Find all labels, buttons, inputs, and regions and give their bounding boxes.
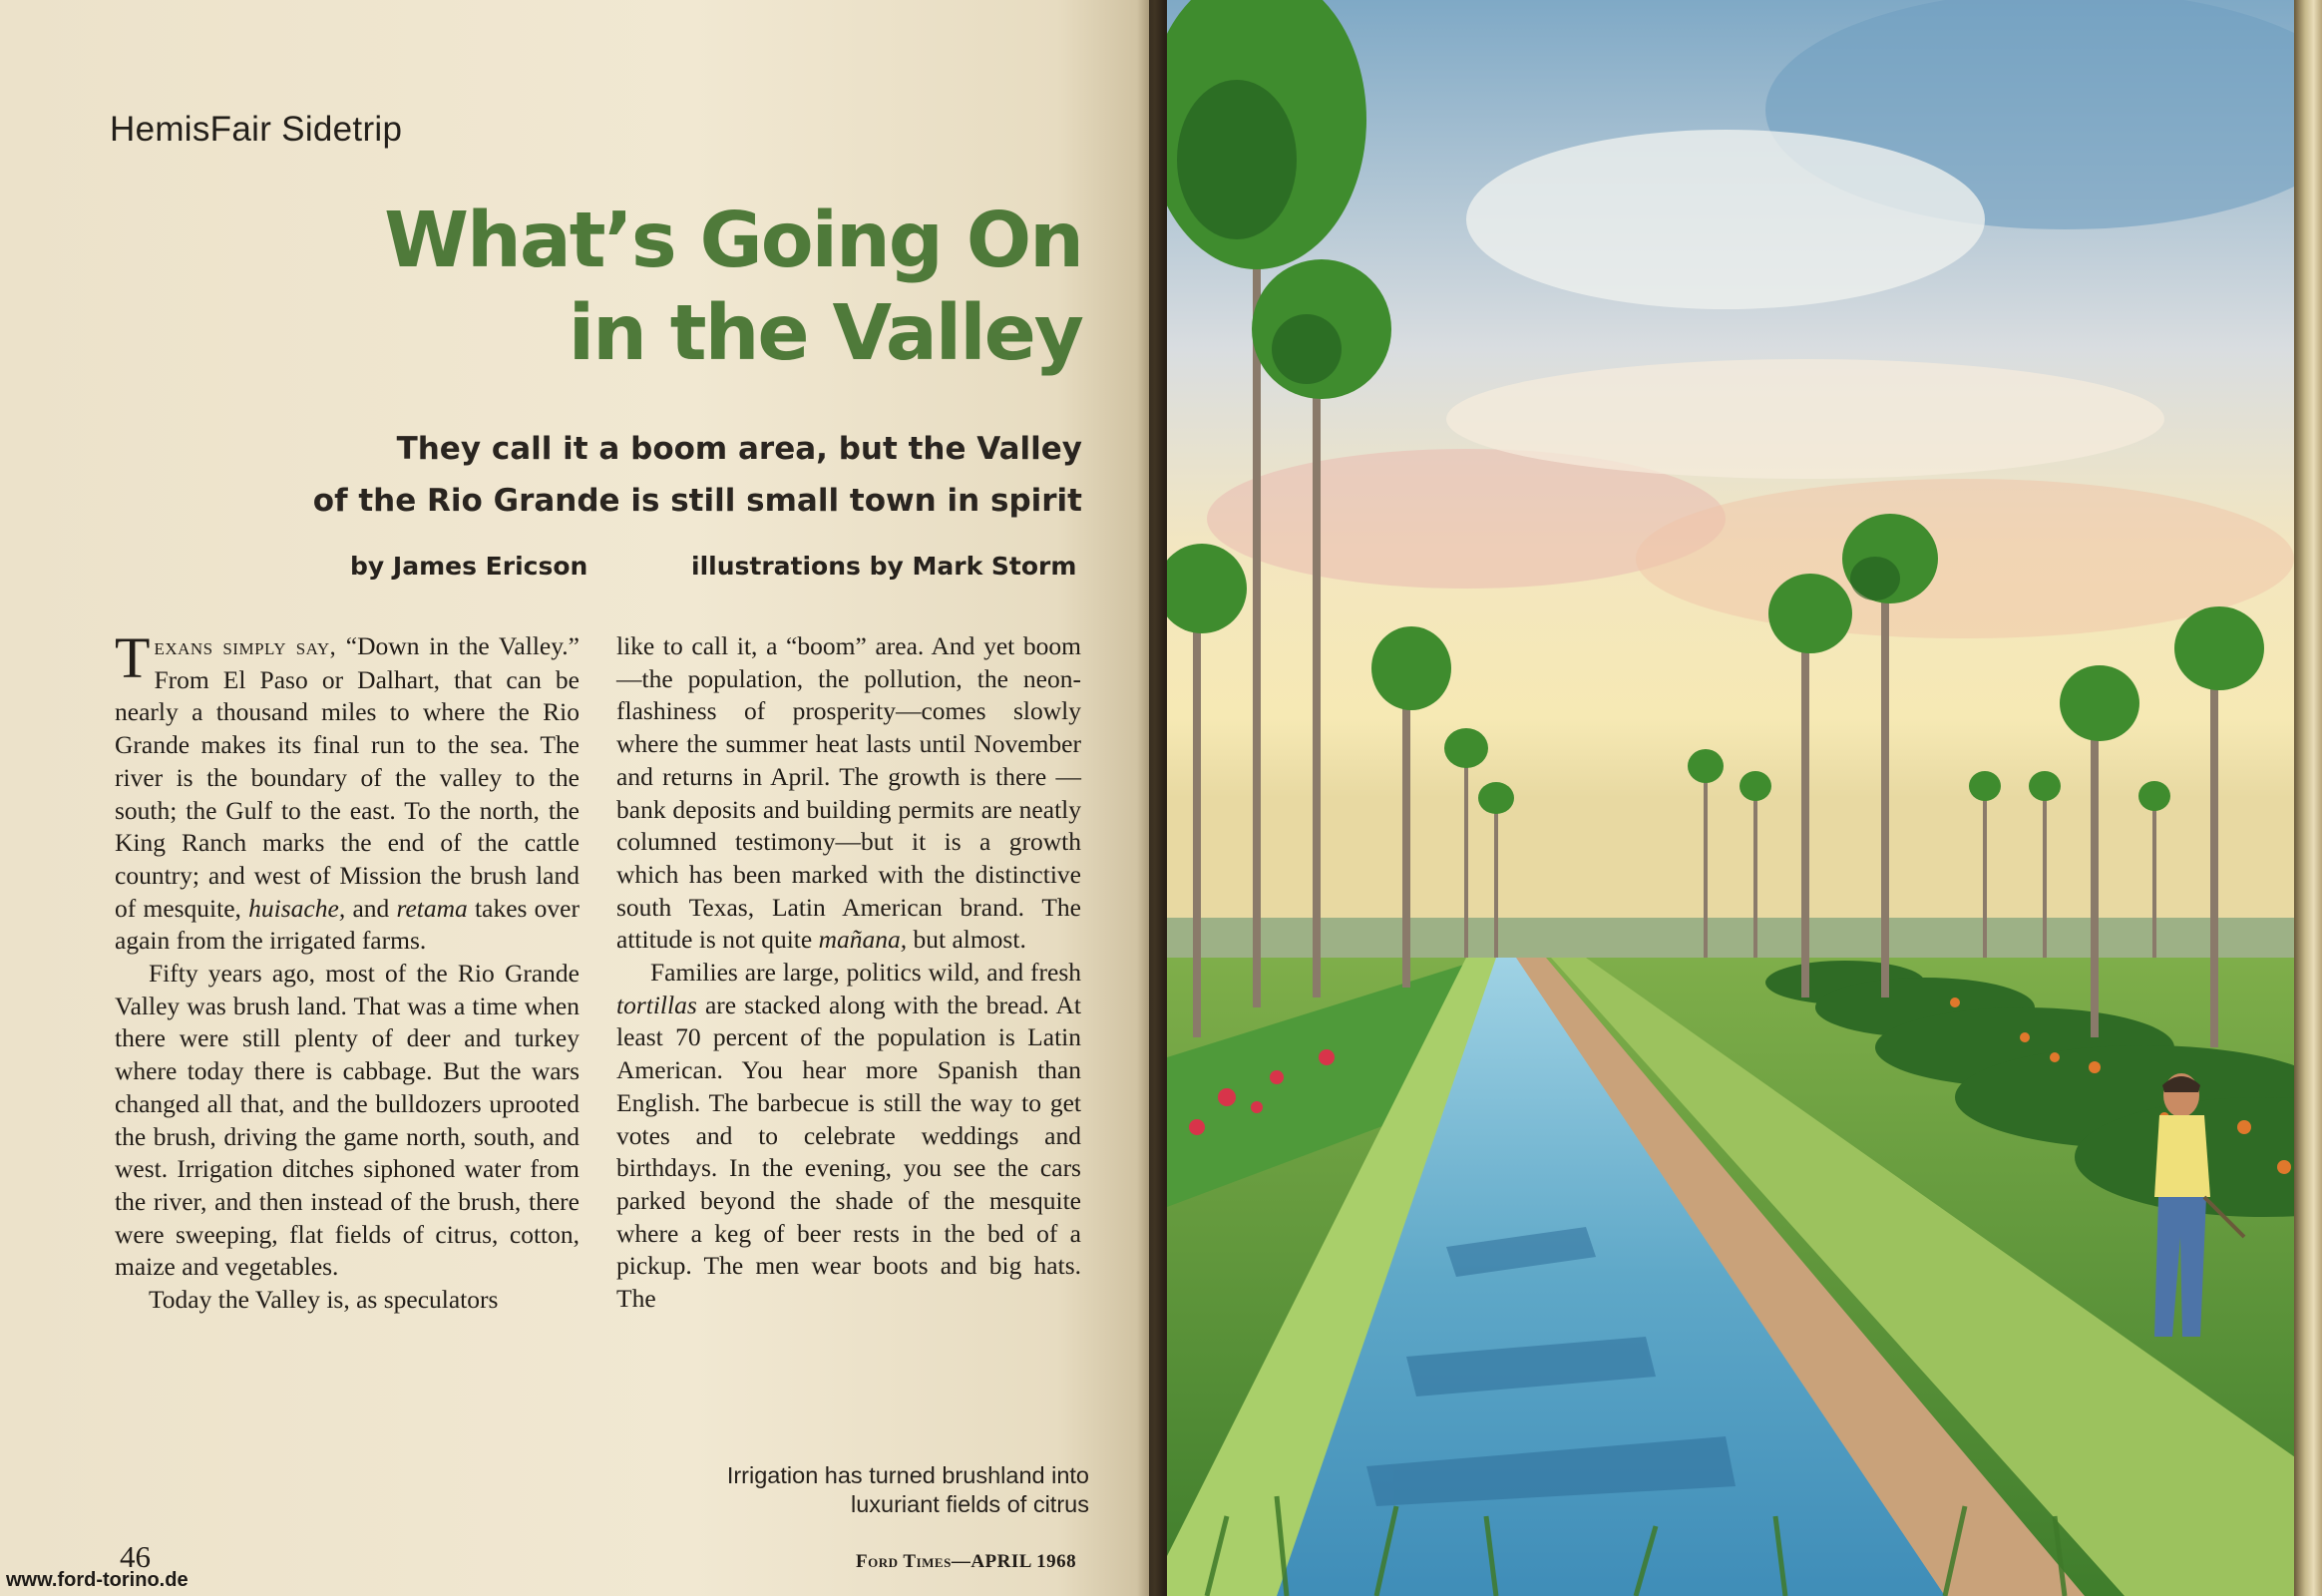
paragraph-text: Families are large, politics wild, and fresh: [650, 958, 1081, 988]
paragraph-text: but almost.: [907, 925, 1026, 955]
article-deck: [199, 423, 1082, 527]
italic-term: retama: [396, 893, 468, 923]
article-headline: [199, 195, 1082, 380]
illustration-caption: Irrigation has turned brushland into luxuriant fields of citrus: [726, 1462, 1089, 1517]
paragraph-text: are stacked along with the bread. At least 70 percent of the population is Latin American. You hear more Spanish than English. The barbecue is still the way to get votes and to celebrate weddings and birthdays. In the evening, you see the cars parked beyond the shade of the mesquite where a keg of beer rests in the bed of a pickup. The men wear boots and big hats. The: [616, 990, 1081, 1314]
left-page: [0, 0, 1149, 1596]
paragraph-text: takes over again from the irrigated farms.: [115, 893, 580, 956]
magazine-name: Ford Times: [856, 1551, 952, 1572]
deck-line-1: They call it a boom area, but the Valley: [396, 431, 1082, 467]
magazine-issue: —APRIL 1968: [951, 1551, 1077, 1572]
paragraph: [616, 630, 1081, 957]
italic-term: mañana,: [818, 925, 908, 955]
italic-term: tortillas: [616, 990, 697, 1019]
paragraph: Today the Valley is, as speculators: [149, 1285, 499, 1315]
canal-illustration: [1167, 0, 2322, 1596]
headline-line-1: What’s Going On: [384, 197, 1082, 285]
page-number: 46: [120, 1539, 151, 1574]
paragraph: Fifty years ago, most of the Rio Grande Valley was brush land. That was a time when there were still plenty of deer and turkey where today there is cabbage. But the wars changed all that, and the bulldozers uprooted the brush, driving the game north, south, and west. Irrigation ditches siphoned water from the river, and then instead of the brush, there were sweeping, flat fields of citrus, cotton, maize and vegetables.: [115, 959, 580, 1282]
paragraph-text: like to call it, a “boom” area. And yet boom—the population, the pollution, the neon-flashiness of prosperity—comes slowly where the summer heat lasts until November and returns in April. The growth is there —bank deposits and building permits are neatly columned testimony—but it is a growth which has been marked with the distinctive south Texas, Latin American brand. The attitude is not quite: [616, 631, 1081, 955]
paragraph-text: and: [345, 893, 397, 923]
byline-author: by James Ericson: [350, 552, 588, 581]
deck-line-2: of the Rio Grande is still small town in spirit: [312, 483, 1082, 519]
page-edge: [2294, 0, 2322, 1596]
illustration-page: [1167, 0, 2322, 1596]
website-watermark: www.ford-torino.de: [6, 1569, 189, 1591]
headline-line-2: in the Valley: [568, 289, 1082, 378]
paragraph: [616, 957, 1081, 1316]
paragraph: [115, 625, 580, 958]
article-column-2: [616, 630, 1081, 1316]
byline-illustrator: illustrations by Mark Storm: [691, 552, 1077, 581]
lead-in: exans simply say,: [154, 634, 337, 660]
footer-magazine-title: [856, 1551, 1076, 1573]
section-kicker: HemisFair Sidetrip: [110, 110, 403, 149]
drop-cap: T: [115, 625, 151, 690]
article-column-1: [115, 625, 580, 1317]
paragraph-text: “Down in the Valley.” From El Paso or Dalhart, that can be nearly a thousand miles to where the Rio Grande makes its final run to the sea. The river is the boundary of the valley to the south; the Gulf to the east. To the north, the King Ranch marks the end of the cattle country; and west of Mission the brush land of mesquite,: [115, 631, 580, 923]
italic-term: huisache,: [248, 893, 346, 923]
